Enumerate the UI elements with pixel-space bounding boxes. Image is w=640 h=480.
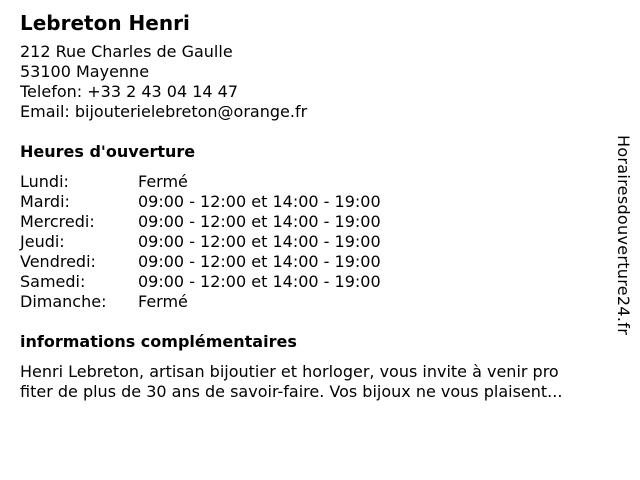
hours-row-thursday: [20, 232, 610, 252]
hours-day: Dimanche:: [20, 292, 107, 311]
phone-line: Telefon: +33 2 43 04 14 47: [20, 82, 239, 101]
email-line: Email: bijouterielebreton@orange.fr: [20, 102, 308, 121]
hours-value: Fermé: [138, 292, 188, 311]
business-card: [20, 10, 610, 402]
hours-row-friday: [20, 252, 610, 272]
info-line-1: Henri Lebreton, artisan bijoutier et horloger, vous invite à venir pro: [20, 362, 559, 381]
hours-row-saturday: [20, 272, 610, 292]
hours-day: Lundi:: [20, 172, 69, 191]
hours-row-monday: [20, 172, 610, 192]
hours-row-sunday: [20, 292, 610, 312]
hours-day: Mardi:: [20, 192, 70, 211]
info-title: informations complémentaires: [20, 332, 297, 351]
hours-day: Mercredi:: [20, 212, 95, 231]
business-name: Lebreton Henri: [20, 11, 190, 35]
hours-row-wednesday: [20, 212, 610, 232]
info-line-2: fiter de plus de 30 ans de savoir-faire. Vos bijoux ne vous plaisent...: [20, 382, 563, 401]
address-city: 53100 Mayenne: [20, 62, 150, 81]
hours-day: Samedi:: [20, 272, 86, 291]
hours-value: 09:00 - 12:00 et 14:00 - 19:00: [138, 252, 381, 271]
hours-row-tuesday: [20, 192, 610, 212]
hours-table: [20, 172, 610, 312]
hours-value: 09:00 - 12:00 et 14:00 - 19:00: [138, 272, 381, 291]
hours-day: Vendredi:: [20, 252, 96, 271]
info-description: [20, 362, 610, 402]
hours-day: Jeudi:: [20, 232, 65, 251]
hours-value: 09:00 - 12:00 et 14:00 - 19:00: [138, 192, 381, 211]
hours-title: Heures d'ouverture: [20, 142, 196, 161]
hours-value: 09:00 - 12:00 et 14:00 - 19:00: [138, 212, 381, 231]
site-watermark: Horairesdouverture24.fr: [614, 135, 633, 336]
hours-value: Fermé: [138, 172, 188, 191]
address-street: 212 Rue Charles de Gaulle: [20, 42, 233, 61]
hours-value: 09:00 - 12:00 et 14:00 - 19:00: [138, 232, 381, 251]
